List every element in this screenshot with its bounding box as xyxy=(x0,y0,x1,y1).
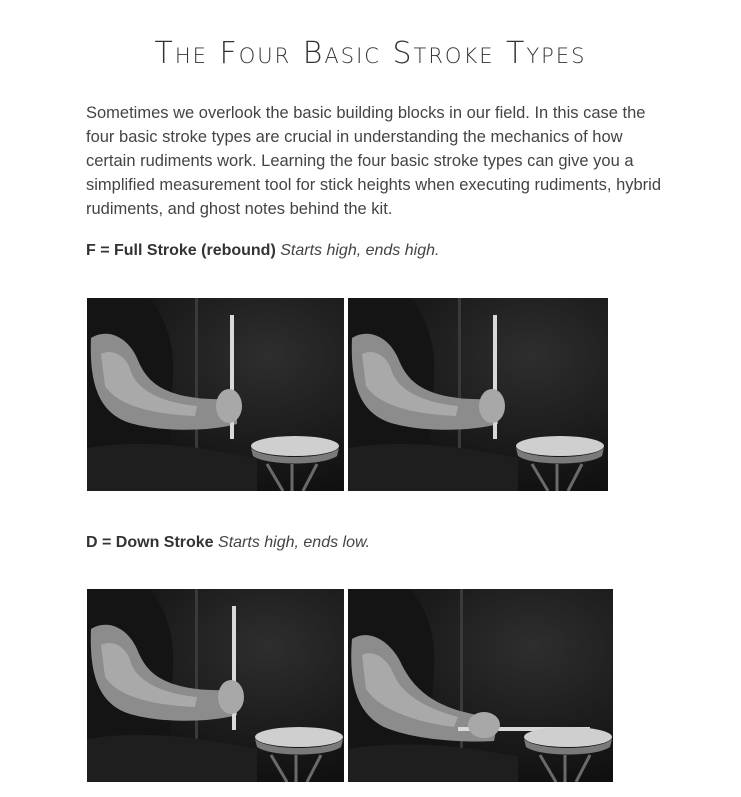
drummer-stick-up-photo xyxy=(348,298,608,491)
stroke-description: Starts high, ends high. xyxy=(280,242,440,259)
drummer-stick-up-photo xyxy=(87,298,344,491)
stroke-label: D = Down Stroke xyxy=(86,534,214,551)
drummer-stick-down-photo xyxy=(348,589,613,782)
down-stroke-photo-start xyxy=(87,589,344,782)
intro-paragraph: Sometimes we overlook the basic building blocks in our field. In this case the four basic stroke types are crucial in understanding the mechanics of how certain rudiments work. Learning the four basic stroke types can give you a simplified measurement tool for stick heights when executing rudiments, hybrid rudiments, and ghost notes behind the kit. xyxy=(86,104,662,218)
stroke-description: Starts high, ends low. xyxy=(218,534,371,551)
page-title: The Four Basic Stroke Types xyxy=(154,36,587,71)
full-stroke-heading xyxy=(86,242,439,260)
down-stroke-heading xyxy=(86,534,370,552)
drummer-stick-up-photo xyxy=(87,589,344,782)
stroke-label: F = Full Stroke (rebound) xyxy=(86,242,276,259)
down-stroke-photo-end xyxy=(348,589,613,782)
full-stroke-photo-start xyxy=(87,298,344,491)
full-stroke-photo-end xyxy=(348,298,608,491)
